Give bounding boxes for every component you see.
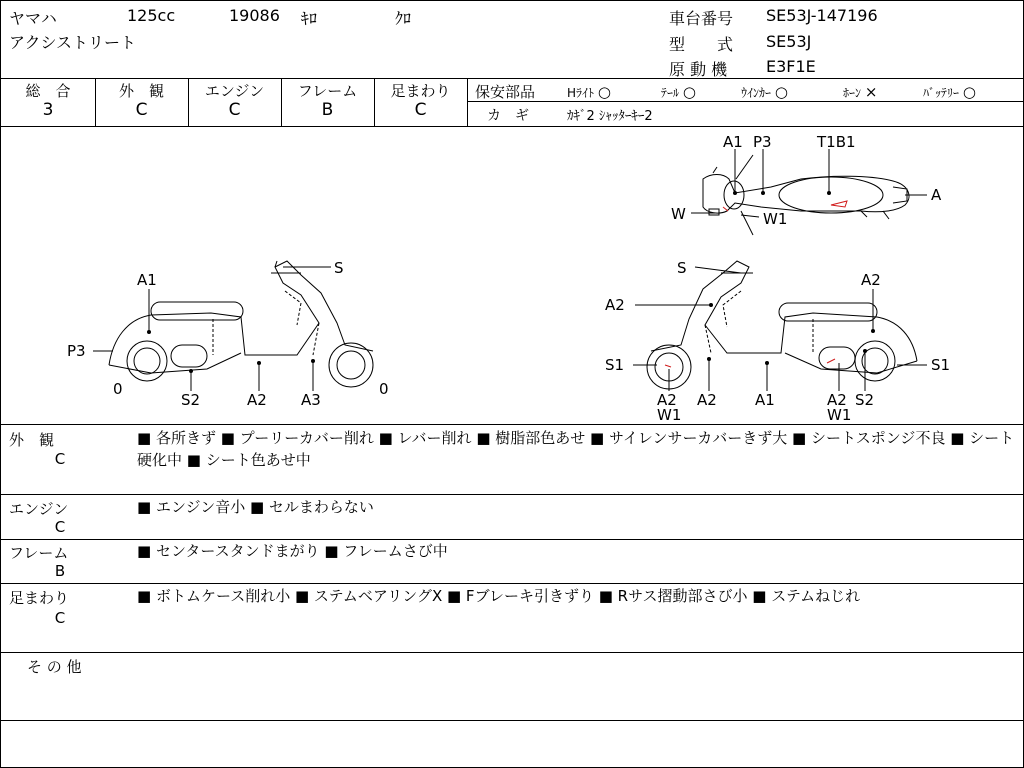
- diagram-label: A: [931, 186, 942, 204]
- grade-exterior: [95, 78, 188, 126]
- divider: [467, 78, 468, 126]
- grade-value: C: [414, 100, 427, 120]
- divider: [1, 583, 1023, 584]
- circle-mark-icon: ○: [962, 83, 976, 101]
- diagram-label: W: [671, 205, 686, 223]
- section-notes-suspension: ■ ボトムケース削れ小 ■ ステムベアリングX ■ Fブレーキ引きずり ■ Rサス摺動部さび小 ■ ステムねじれ: [137, 587, 861, 605]
- diagram-label: W1: [763, 210, 788, 228]
- scooter-damage-diagram: [1, 127, 1023, 424]
- section-notes-engine: ■ エンジン音小 ■ セルまわらない: [137, 498, 374, 516]
- diagram-label: W1: [827, 406, 852, 424]
- diagram-label: A1: [755, 391, 775, 409]
- divider: [1, 494, 1023, 495]
- diagram-label: P3: [753, 133, 772, 151]
- mileage: 19086: [229, 6, 280, 25]
- cross-mark-icon: ×: [864, 83, 878, 101]
- safety-item-winker: [741, 83, 788, 101]
- diagram-label: W1: [657, 406, 682, 424]
- safety-item-headlight: [567, 83, 611, 101]
- mileage-unit: ｷﾛ: [301, 9, 318, 28]
- diagram-label: S: [677, 259, 687, 277]
- divider: [1, 424, 1023, 425]
- damage-mark: [665, 365, 671, 367]
- engine-label: 原 動 機: [669, 60, 728, 79]
- grade-label: 総 合: [25, 82, 71, 100]
- section-notes-exterior: ■ 各所きず ■ プーリーカバー削れ ■ レバー削れ ■ 樹脂部色あせ ■ サイレンサーカバーきず大 ■ シートスポンジ不良 ■ シート硬化中 ■ シート色あせ中: [137, 429, 1015, 469]
- diagram-label: S: [334, 259, 344, 277]
- diagram-label: A2: [605, 296, 625, 314]
- diagram-label: A2: [657, 391, 677, 409]
- color: ｸﾛ: [395, 9, 412, 28]
- grade-value: 3: [42, 100, 54, 120]
- diagram-label: S1: [931, 356, 951, 374]
- type-label: 型 式: [669, 35, 734, 54]
- safety-item-horn: [843, 83, 877, 101]
- section-title-other: そ の 他: [27, 658, 82, 676]
- engine-value: E3F1E: [766, 57, 816, 76]
- diagram-label: S2: [181, 391, 201, 409]
- section-title-suspension: 足まわり: [9, 589, 70, 607]
- grade-value: B: [321, 100, 334, 120]
- grade-label: 足まわり: [390, 82, 451, 100]
- diagram-label: S2: [855, 391, 875, 409]
- damage-mark: [723, 207, 728, 211]
- grade-suspension: [374, 78, 467, 126]
- section-grade: C: [54, 609, 66, 627]
- section-grade: B: [54, 562, 66, 580]
- diagram-label: A3: [301, 391, 321, 409]
- model-name: アクシストリート: [9, 33, 137, 52]
- diagram-label: A2: [827, 391, 847, 409]
- damage-mark: [831, 201, 847, 207]
- divider: [1, 652, 1023, 653]
- circle-mark-icon: ○: [682, 83, 696, 101]
- frame-no: SE53J-147196: [766, 6, 878, 25]
- section-grade: C: [54, 518, 66, 536]
- grade-value: C: [228, 100, 241, 120]
- safety-item-name: ﾎｰﾝ: [843, 86, 862, 100]
- damage-mark: [827, 359, 835, 363]
- safety-item-name: ﾃｰﾙ: [661, 86, 680, 100]
- section-title-frame: フレーム: [9, 544, 69, 562]
- scooter-top-view: [703, 155, 909, 235]
- diagram-label: T1B1: [817, 133, 856, 151]
- grade-label: フレーム: [297, 82, 358, 100]
- frame-no-label: 車台番号: [669, 9, 734, 28]
- safety-item-name: ﾊﾞｯﾃﾘｰ: [923, 86, 960, 100]
- diagram-label: S1: [605, 356, 625, 374]
- diagram-label: A1: [723, 133, 743, 151]
- key-label: カ ギ: [487, 108, 529, 124]
- diagram-label: 0: [379, 380, 389, 398]
- key-value: ｶｷﾞ2 ｼｬｯﾀｰｷｰ2: [567, 109, 653, 124]
- diagram-label: A1: [137, 271, 157, 289]
- safety-item-tail: [661, 83, 696, 101]
- safety-item-battery: [923, 83, 976, 101]
- diagram-label: 0: [113, 380, 123, 398]
- displacement: 125cc: [127, 6, 176, 25]
- safety-item-name: Hﾗｲﾄ: [567, 86, 595, 100]
- grade-label: 外 観: [118, 82, 164, 100]
- divider: [1, 720, 1023, 721]
- grade-overall: [1, 78, 95, 126]
- section-title-engine: エンジン: [9, 500, 69, 518]
- diagram-label: P3: [67, 342, 86, 360]
- diagram-labels: [67, 133, 950, 424]
- circle-mark-icon: ○: [597, 83, 611, 101]
- grade-frame: [281, 78, 374, 126]
- leader-lines: [93, 149, 927, 391]
- section-title-exterior: 外 観: [9, 431, 55, 449]
- divider: [467, 101, 1023, 102]
- circle-mark-icon: ○: [774, 83, 788, 101]
- diagram-label: A2: [861, 271, 881, 289]
- section-notes-frame: ■ センタースタンドまがり ■ フレームさび中: [137, 542, 448, 560]
- grade-engine: [188, 78, 281, 126]
- type-value: SE53J: [766, 32, 812, 51]
- section-grade: C: [54, 450, 66, 468]
- maker: ヤマハ: [9, 9, 57, 28]
- safety-item-name: ｳｲﾝｶｰ: [741, 86, 772, 100]
- grade-label: エンジン: [204, 82, 265, 100]
- diagram-label: A2: [697, 391, 717, 409]
- grade-value: C: [135, 100, 148, 120]
- diagram-label: A2: [247, 391, 267, 409]
- safety-label: 保安部品: [475, 83, 536, 101]
